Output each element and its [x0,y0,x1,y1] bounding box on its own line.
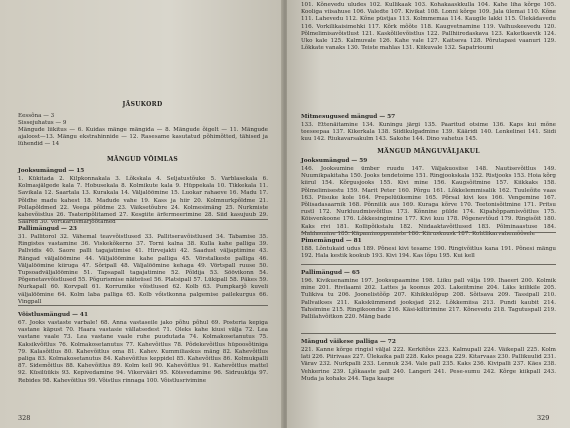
right-page [287,0,570,428]
chapter-title: MÄNGUD MÄNGUVÄLJAKUL [377,148,480,155]
section-rule [18,219,268,220]
section-rule [301,232,556,233]
section-title: Võistlusmängud — 41 [18,312,88,318]
section-entries: 221. Kanne kõrge ringisl väljal 222. Kerkitõus 223. Kalmupall 224. Väikepall 225. Kolm lati 226. Piirivaas 227. Ülekaika pall 228. Kaks peaga 229. Kitarvaas 230. Pallikuulid 231. Värav 232. Nurkpalli 233. Lennuk 234. Vale pall 235. Kaks 236. Kivipalli 237. Käes 238. Vehkerine 239. Ljõkaaste pall 240. Langeri 241. Pese-sumu 242. Kõrge kiikpall 243. Muda ja kohaks 244. Taga kaape [301,347,556,382]
left-page [0,0,283,428]
section-entries: 188. Lõntukaid udus 189. Põnesi kivi tesamc 190. Ringivõitlus kana 191. Põnesi mängu 192. Hala kestik kookub 193. Kivi 194. Kas lõpu 195. Kui kell [301,246,556,260]
intro-line-3: Mängude liikitus — 6. Kuidas mänge mängida — 8. Mängude õigelt — 11. Mängude ajaloost—13. Mängu ekstrahinnide — 12. Rasesame kasutatud põhimõtted, tähised ja lühendid — 14 [18,127,268,148]
intro-line-2: Sissejuhatus — 9 [18,120,67,126]
section-entries: 31. Pallitorol 32. Vähemal teavvõistlused 33. Pallitseravõistlused 34. Tabamise 35. Ringistes vastamine 36. Viskekõkerno 37. Torni kalna 38. Kulla kahe palliga 39. Pallvidis 40. Saore palli tagajatimise 41. Hirvejakti 42. Saadust väljaptimine 43. Rängad väljalöömine 44. Väljalöömine kahe palliga 45. Vörstalkeste palliga 46. Väljalöömine kiiruga 47. Sõripall 48. Väljalöömine kehaga 49. Vörtspall ruuse 50. Tupsoadväljalöömine 51. Tapsapall tagajatimine 52. Põldija 53. Söövikonn 54. Põgenetavvõistlused 55. Põgurismise näiteüsel 56. Platsipall 57. Lükipall 58. Päkes 59. Nurkapall 60. Korvpall 61. Korrumike võistlused 62. Kolb 63. Pumpkarjõ kuveli väljalöömine 64. Kolm laba palliga 65. Kolb vőistkonna palgemise pailekurgus 66. Vingpall [18,234,268,305]
section-entries: 101. Kõnevedu uludes 102. Kullikaak 103. Kohakaaskkulla 104. Kahe liha kõrge 105. Kooliga viisahuse 106. Valedte 107. Kivikat 108. Lonni kõrge 109. Jala ülemai 110. Kõne 111. Lahevedu 112. Kõne püstjas 113. Kolmmemaa 114. Kaugile lakki 115. Ülekädavedu 116. Vorkilikaisimehki 117. Kõrk mõõte 118. Kaugvetnamine 119. Valhuskeevedu 120. Põlmelimisavõistlust 121. Kaskõlilevõistlus 122. Pallhiiredaskava 123. Kaketkaevik 124. Uko kale 125. Kalmuvale 126. Kahe vale 127. Kaitseva 128. Põrutapasi vaanuri 129. Lõkkate vanaks 130. Teiste mahlas 131. Kiikuvale 132. Sapatrioumi [301,2,556,52]
section-title: Pimemängud — 81 [301,238,362,244]
chapter-title: MÄNGUD VÕIMLAS [106,156,179,163]
section-entries: 146. Jooksumine ümber ruudu 147. Väljakuosiise 148. Nautisevõitlus 149. Nuumikpakitaha 150. Jooks tendetoime 151. Ringjookskala 152. Ristjooks 153. Hoia kõrg kiirul 154. Kõrgusjooks 155. Kivi mine 156. Kaugsõitmine 157. Kiikkaks 158. Põlmelimisestu 159. Marit Peter 160. Põrgu 161. Lõkkelemmisalik 162. Tuuleõite vaas 163. Piisuke kole 164. Prepelüükemine 165. Põrsal kivi kes 166. Vengemine 167. Põlisadasaarnik 168. Põnnilik aus 169. Kuraga kõrve 170. Teetonisõitmine 171. Pritsu rustl 172. Nurkluudmisvõitlus 173. Kõnnine pülde 174. Kipahõppamisvõitlus 175. Köisvenkoone 176. Lõkkesingimine 177. Kivi kuu 178. Põgenevtõud 179. Ringisõit 180. Kaks rivi 181. Kollipõikstalu 182. Niidaaktavõitlused 183. Põlminaastuse 184. Mahlasmine 185. Käpaminoppemiste 186. Kiiruskuusk 187. Kohtlikarvahemõõsele [301,166,556,237]
section-rule [18,305,268,306]
section-title: Jooksumängud — 59 [301,158,368,164]
section-title: Jooksumängud — 15 [18,168,85,174]
section-title: Pallimängud — 23 [18,226,77,232]
section-entries: 67. Jooks vastaste varbale! 68. Anna vastaseile jako põhu põhul 69. Posteria kepiga vastane käpust 70. Haara vastasie vällatsedest 71. Oleks kahe kiusi välja 72. Lea vastane vaale 73. Lea vastane vaale ruhe puudutada 74. Kolmakosetanutus 75. Kaksikvõitlus 76. Kolmakosetanutus 77. Kahevõitlus 78. Põdekevõitlus hüpoosõtiniga 79. Kalasõitlus 80. Kahevõitlus oma 81. Kahev. Kummiliaskus mäng 82. Kahevõitlus paliga 83. Kolmakosetanutus 84. Kahevõitlus keppidel 85. Kahevõitlus 86. Kolmukpalli 87. Sidemõitlus 88. Kahevõitlus 89. Kolm kell 90. Kahevõitlus 91. Kahevõitlus mattel 92. Küsilüükis 93. Kepivedamine 94. Vikervääri 95. Köisvedamine 96. Sidruuküja 97. Rebides 98. Kahevõitlus 99. Võistlus rinnaga 100. Võistlusrivimine [18,320,268,384]
intro-line-1: Eessõna — 3 [18,113,55,119]
section-entries: 196. Kivikuenamine 197. Jooksupaamine 198. Liiku pall välja 199. Ihaeeri 200. Kolmik mine 201. Rivilaami 202. Lattes ja koonus 203. Lakeiitmine 204. Läks kiilikile 205. Tulikiva tu 206. Joonelistõõp 207. Kihikkulõpup 208. Sõitsava 209. Tassipall 210. Pallvaikses 211. Kakskümmend jooksjad 212. Lõkkemiisa 213. Pundi kaubit 214. Tahsimine 215. Ringikoondus 216. Käsi-kiltirimine 217. Kõnevedu 218. Tagutuspall 219. Pallilahvõitkon 220. Mäng bade [301,278,556,321]
toc-title: JÄSUKORD [122,101,163,108]
section-rule [301,333,556,334]
section-title: Mitmesugused mängud — 57 [301,114,396,120]
section-title: Mängud väikese palliga — 72 [301,339,396,345]
page-number: 328 [18,414,31,422]
section-title: Pallimängud — 65 [301,270,360,276]
section-entries: 133. Ettenäitamine 134. Kuningu järgi 135. Paaritud otsime 136. Kaps kui mõne teeseepaa 137. Kikerkala 138. Siidikulgadmine 139. Kääridi 140. Lenkelinei 141. Siidi kuu 142. Riukavarsakulm 143. Sakohe 144. Dino vahetus 145. [301,122,556,143]
page-number: 329 [537,414,550,422]
section-entries: 1. Kükitada 2. Kilpkonnakala 3. Lõkskala 4. Seljatustõuke 5. Varblasekala 6. Kolmasjälgede kala 7. Hobusekala 8. Kolmikute kala 9. Hüppekala 10. Tikkekala 11. Savikala 12. Saartala 13. Kurakala 14. Väljalöömine 15. Luokar rahaeve 16. Madu 17. Põldhe madu kahest 18. Madude vahe 19. Kass ja hiir 20. Kolmnurkpõldme 21. Pollapõldmed 22. Veega põldme 23. Väiksetõubre 24. Kolmesimäng 25. Nurkmiste kahevõistlus 26. Tsateripõlitamed 27. Kesgiite ärfermeerimine 28. Siid kasujuub 29. Saared 30. Vörtkarusmarjõõtamed [18,176,268,226]
section-rule [301,264,556,265]
